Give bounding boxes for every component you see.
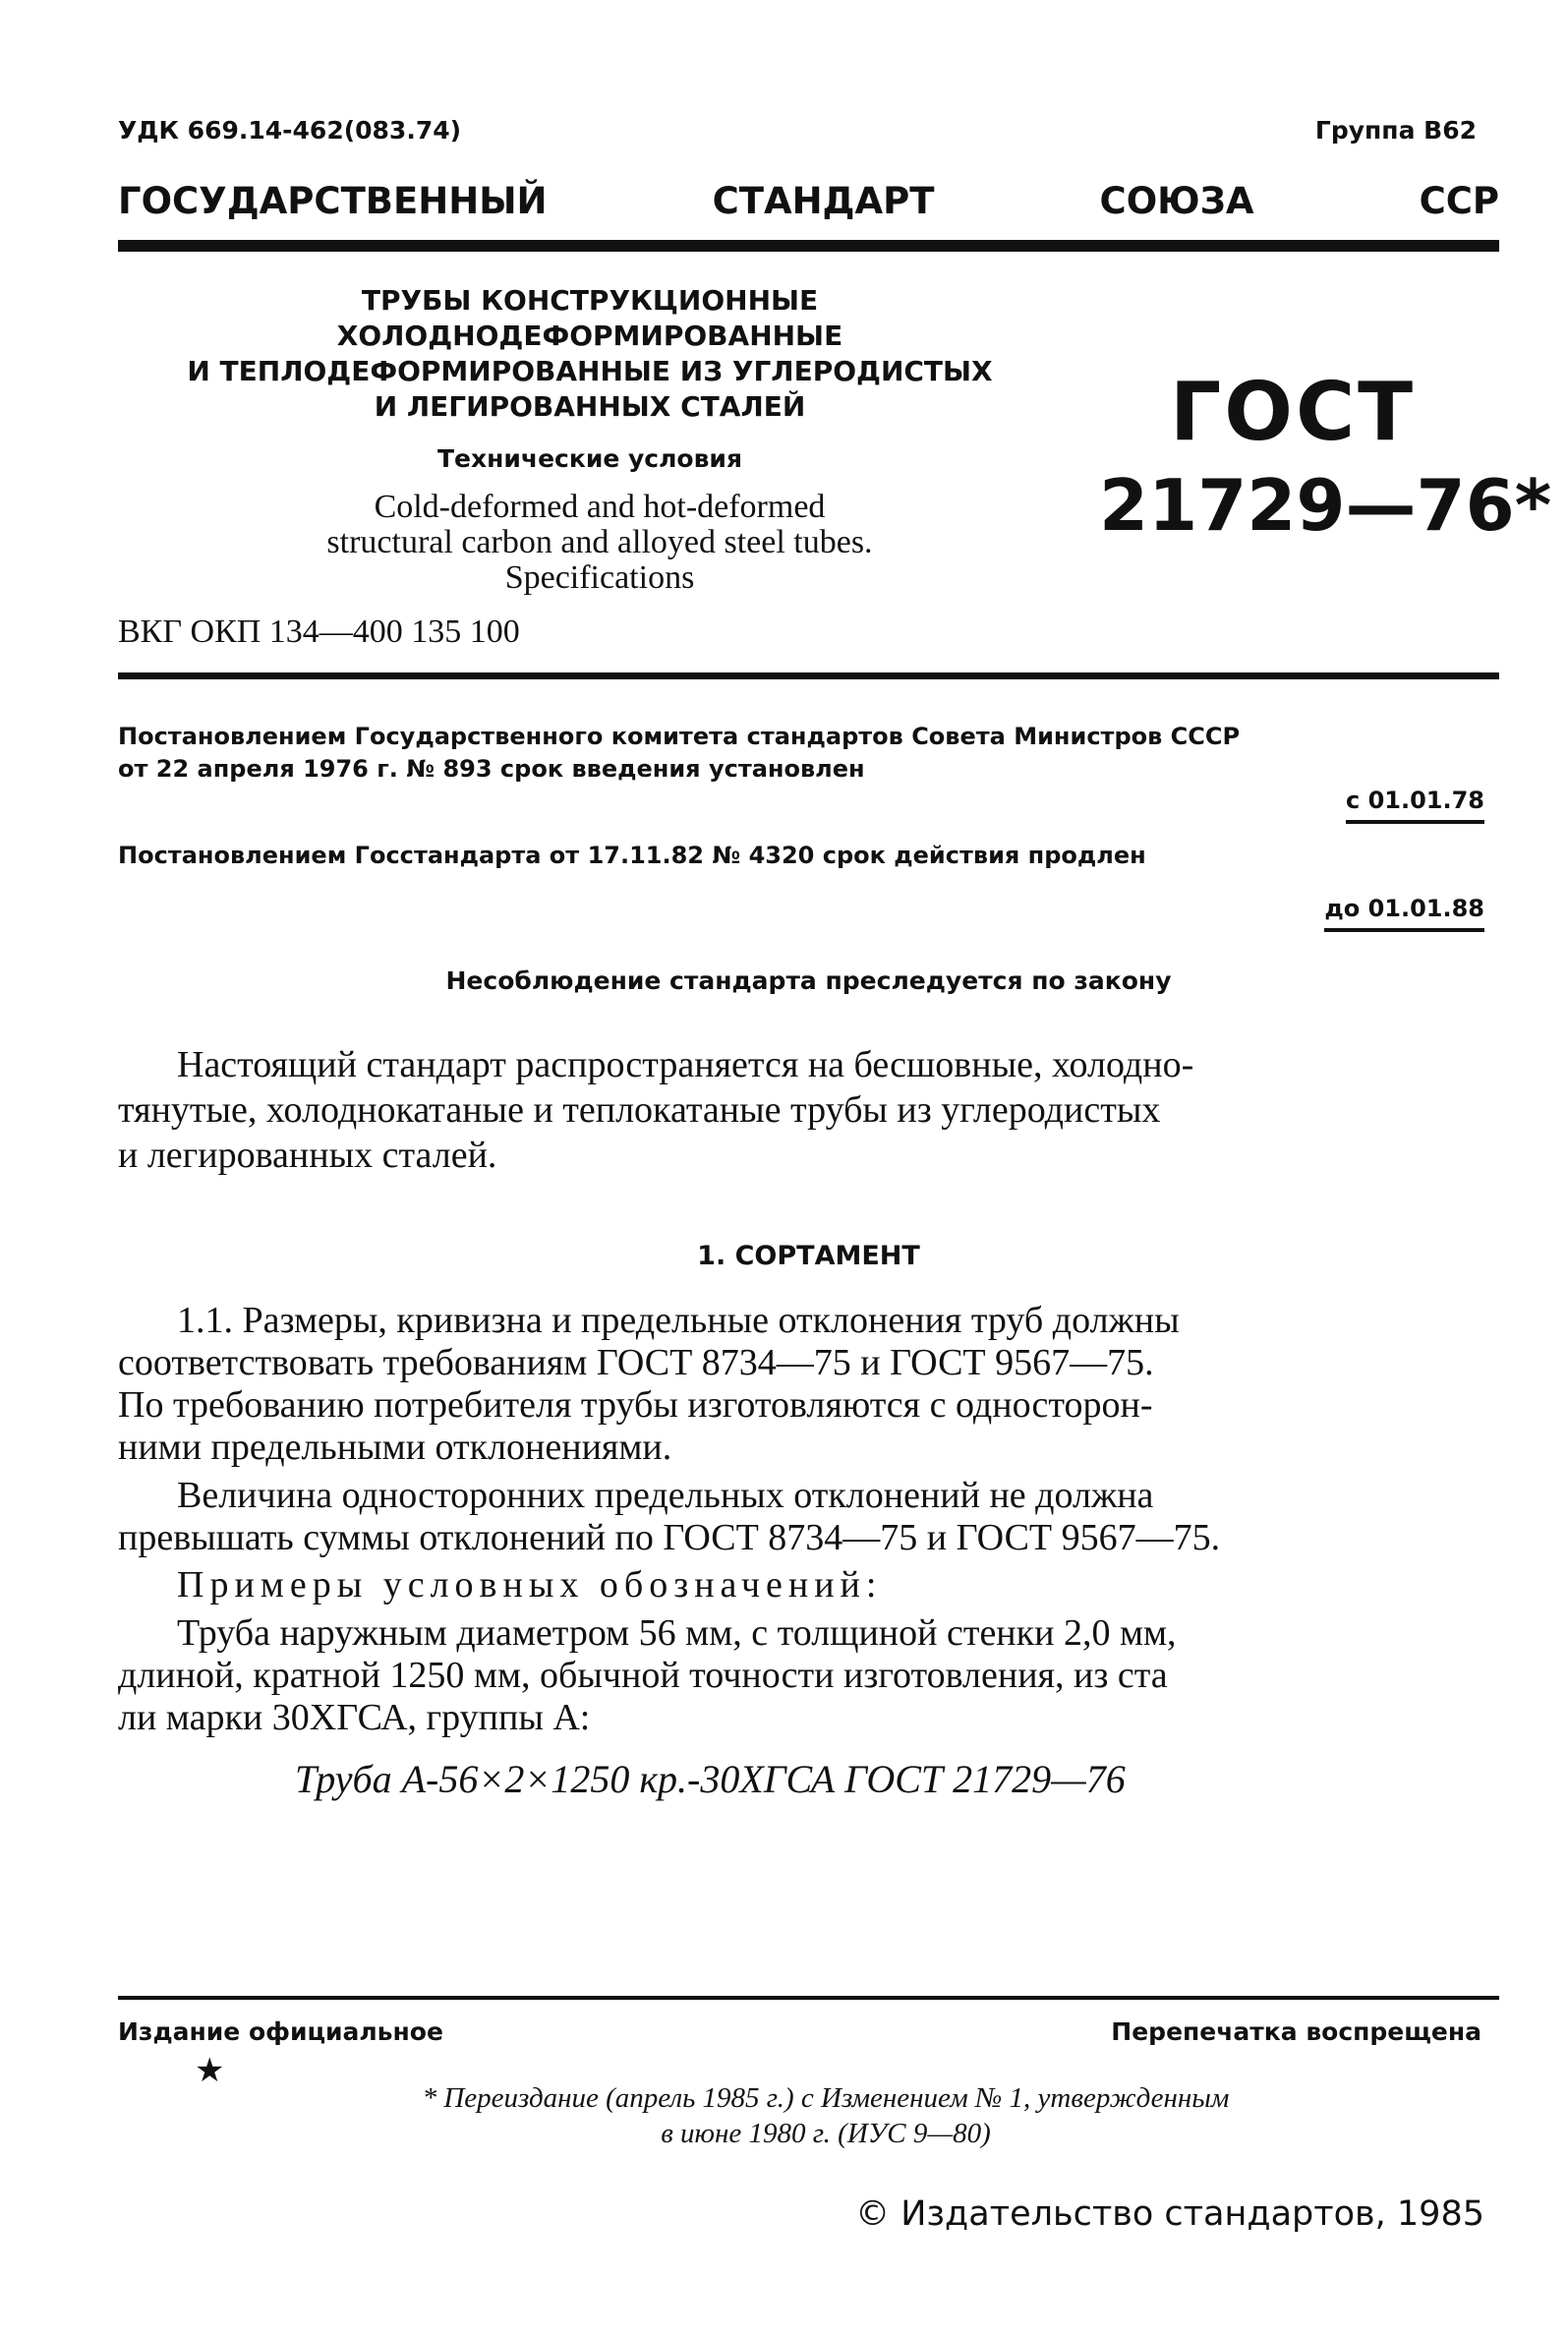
decree-2-extended-date: до 01.01.88	[1324, 895, 1484, 932]
paragraph-deviations	[118, 1475, 1499, 1559]
paragraph-line: Труба наружным диаметром 56 мм, с толщиной стенки 2,0 мм,	[177, 1612, 1177, 1654]
paragraph-line: 1.1. Размеры, кривизна и предельные отклонения труб должны	[177, 1300, 1180, 1341]
english-title-line: Specifications	[504, 559, 695, 596]
paragraph-line: По требованию потребителя трубы изготовляются с односторон-	[118, 1384, 1153, 1426]
okp-code: ВКГ ОКП 134—400 135 100	[118, 613, 520, 650]
header-thick-rule	[118, 240, 1499, 252]
title-line: ХОЛОДНОДЕФОРМИРОВАННЫЕ	[336, 320, 843, 352]
decree-1-line: от 22 апреля 1976 г. № 893 срок введения установлен	[118, 755, 865, 783]
english-title-line: structural carbon and alloyed steel tubes.	[326, 524, 873, 560]
official-edition: Издание официальное	[118, 2017, 443, 2046]
footer-rule	[118, 1996, 1499, 2000]
reprint-prohibited: Перепечатка воспрещена	[1111, 2017, 1481, 2046]
paragraph-1-1	[118, 1300, 1499, 1469]
decree-1-effective-date: с 01.01.78	[1346, 787, 1484, 824]
technical-conditions-subtitle: Технические условия	[437, 444, 742, 473]
reissue-note-line: * Переиздание (апрель 1985 г.) с Изменением № 1, утвержденным	[422, 2082, 1230, 2114]
examples-heading: Примеры условных обозначений:	[177, 1564, 883, 1606]
title-block-rule	[118, 672, 1499, 679]
paragraph-line: превышать суммы отклонений по ГОСТ 8734—75 и ГОСТ 9567—75.	[118, 1517, 1221, 1558]
publisher-copyright: © Издательство стандартов, 1985	[855, 2194, 1484, 2234]
paragraph-line: длиной, кратной 1250 мм, обычной точности изготовления, из ста	[118, 1655, 1168, 1696]
gost-label: ГОСТ	[1170, 366, 1417, 459]
title-line: И ЛЕГИРОВАННЫХ СТАЛЕЙ	[374, 390, 806, 423]
paragraph-line: соответствовать требованиям ГОСТ 8734—75 и ГОСТ 9567—75.	[118, 1342, 1154, 1383]
section-heading-sortament: 1. СОРТАМЕНТ	[697, 1241, 920, 1271]
example-paragraph	[118, 1612, 1499, 1739]
reissue-note	[256, 2080, 1396, 2151]
paragraph-line: ли марки 30ХГСА, группы А:	[118, 1697, 591, 1738]
english-title-line: Cold-deformed and hot-deformed	[374, 489, 826, 525]
paragraph-line: Величина односторонних предельных отклонений не должна	[177, 1475, 1154, 1516]
designation-example: Труба А-56×2×1250 кр.-30ХГСА ГОСТ 21729—76	[295, 1757, 1126, 1801]
udk-code: УДК 669.14-462(083.74)	[118, 116, 462, 145]
title-line: ТРУБЫ КОНСТРУКЦИОННЫЕ	[361, 284, 819, 317]
standard-title	[108, 283, 1072, 425]
paragraph-line: ними предельными отклонениями.	[118, 1427, 672, 1468]
state-standard-banner: ГОСУДАРСТВЕННЫЙ СТАНДАРТ СОЮЗА ССР	[118, 180, 1499, 222]
intro-line: тянутые, холоднокатаные и теплокатаные трубы из углеродистых	[118, 1089, 1161, 1131]
decree-2: Постановлением Госстандарта от 17.11.82 № 4320 срок действия продлен	[118, 842, 1146, 869]
intro-line: Настоящий стандарт распространяется на бесшовные, холодно-	[177, 1044, 1194, 1085]
english-title	[118, 490, 1081, 596]
intro-line: и легированных сталей.	[118, 1135, 497, 1176]
star-icon: ★	[195, 2051, 225, 2090]
title-line: И ТЕПЛОДЕФОРМИРОВАННЫЕ ИЗ УГЛЕРОДИСТЫХ	[187, 355, 993, 387]
law-notice: Несоблюдение стандарта преследуется по закону	[445, 966, 1172, 995]
intro-paragraph	[118, 1042, 1499, 1178]
gost-number: 21729—76*	[1099, 464, 1552, 547]
group-code: Группа В62	[1314, 116, 1477, 145]
reissue-note-line: в июне 1980 г. (ИУС 9—80)	[661, 2118, 991, 2149]
decree-1	[118, 721, 1240, 786]
decree-1-line: Постановлением Государственного комитета стандартов Совета Министров СССР	[118, 723, 1241, 750]
